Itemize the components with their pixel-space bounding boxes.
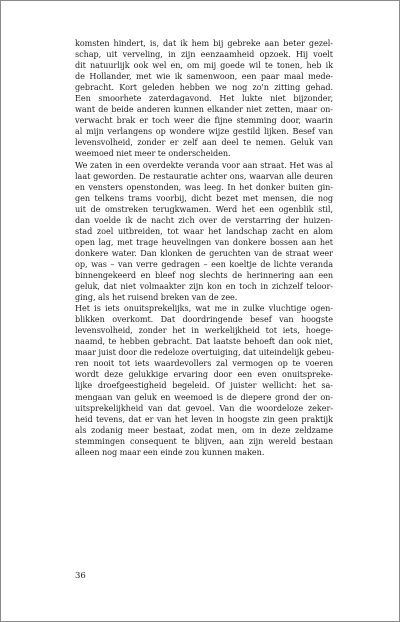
text-line: als zodanig meer bestaat, zodat men, om in deze zeldzame [75, 424, 333, 435]
text-line: levensvolheid, zonder het in werkelijkheid tot iets, hoege- [75, 325, 333, 336]
page-number: 36 [75, 571, 86, 581]
text-line: schap, uit verveling, in zijn eenzaamheid opzoek. Hij voelt [75, 49, 333, 60]
text-line: levensvolheid, zonder er zelf aan deel te nemen. Geluk van [75, 137, 333, 148]
text-line: stad zoel uitbreiden, tot waar het landschap zacht en alom [75, 225, 333, 236]
text-line: naamd, te hebben gebracht. Dat laatste behoeft dan ook niet, [75, 336, 333, 347]
text-line: heid tevens, dat er van het leven in hoogste zin geen praktijk [75, 413, 333, 424]
text-line: gebracht. Kort geleden hebben we nog zo'n zitting gehad. [75, 82, 333, 93]
text-line: mengaan van geluk en weemoed is de diepere grond der on- [75, 391, 333, 402]
text-line: open lag, met trage heuvelingen van donkere bossen aan het [75, 236, 333, 247]
text-line: gen telkens trams voorbij, dicht bezet met mensen, die nog [75, 192, 333, 203]
text-line: Het is iets onuitsprekelijks, wat me in zulke vluchtige ogen- [75, 303, 333, 314]
text-line: komsten hindert, is, dat ik hem bij gebreke aan beter gezel- [75, 38, 333, 48]
text-line: want de beide anderen kunnen elkander niet zetten, maar on- [75, 104, 333, 115]
text-line: weemoed niet meer te onderscheiden. [75, 148, 231, 159]
paragraph [75, 160, 333, 304]
text-line: geluk, dat niet volmaakter zijn kon en toch in zichzelf teloor- [75, 281, 333, 292]
text-line: donkere water. Dan klonken de geruchten van de straat weer [75, 247, 333, 258]
text-line: lijke droefgeestigheid begeleid. Of juister wellicht: het sa- [75, 380, 333, 391]
text-line: uitsprekelijkheid van dat gevoel. Van die woordeloze zeker- [75, 402, 333, 413]
text-line: en vensters openstonden, was leeg. In het donker buiten gin- [75, 181, 333, 192]
text-line: Een smoorhete zaterdagavond. Het lukte niet bijzonder, [75, 93, 333, 104]
text-line: de Hollander, met wie ik samenwoon, een paar maal mede- [75, 71, 333, 82]
text-line: wordt deze gelukkige ervaring door een even onuitspreke- [75, 369, 333, 380]
text-line: binnengekeerd en bleef nog slechts de herinnering aan een [75, 269, 333, 280]
text-line: ging, als het ruisend breken van de zee. [75, 292, 238, 303]
body-text [75, 38, 333, 458]
text-line: maar juist door die redeloze overtuiging, dat uiteindelijk gebeu- [75, 347, 334, 358]
text-line: uit de omstreken terugkwamen. Werd het een ogenblik stil, [75, 203, 333, 214]
text-line: op, was – van verre gedragen – een koeltje de lichte veranda [75, 258, 333, 269]
paragraph [75, 303, 333, 458]
text-line: ren nooit tot iets waardevollers zal vermogen op te voeren [75, 358, 333, 369]
text-line: dan voelde ik de nacht zich over de verstarring der huizen- [75, 214, 333, 225]
text-line: dit natuurlijk ook wel en, om mij goede wil te tonen, heb ik [75, 60, 333, 71]
text-line: al mijn verlangens op wondere wijze gestild lijken. Besef van [75, 126, 333, 137]
text-line: blikken overkomt. Dat doordringende besef van hoogste [75, 314, 333, 325]
paragraph [75, 38, 333, 160]
text-line: stemmingen consequent te blijven, aan zijn wereld bestaan [75, 435, 333, 446]
text-line: We zaten in een overdekte veranda voor aan straat. Het was al [75, 159, 333, 170]
text-line: verwacht brak er toch weer die fijne stemming door, waarin [75, 115, 333, 126]
text-line: alleen nog maar een einde zou kunnen maken. [75, 446, 265, 457]
text-line: laat geworden. De restauratie achter ons, waarvan alle deuren [75, 170, 333, 181]
